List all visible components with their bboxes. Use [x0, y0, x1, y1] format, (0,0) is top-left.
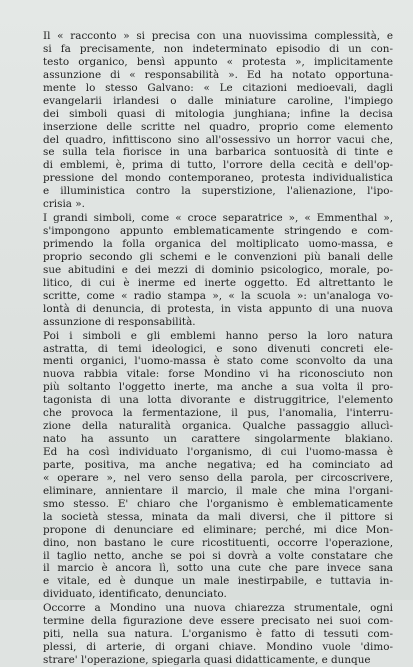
- text-line: dei simboli quasi di mitologia junghiana; infine la decisa: [43, 107, 393, 120]
- text-line: la società stessa, minata da mali diversi, che il pittore si: [43, 510, 393, 523]
- text-line: menti organici, l'uomo-massa è stato come sconvolto da una: [43, 355, 393, 368]
- text-line: astratta, di temi ideologici, e sono divenuti concreti ele-: [43, 342, 393, 355]
- text-line: tagonista di una lotta divorante e distruggitrice, l'elemento: [43, 394, 393, 407]
- text-line: assunzione di « responsabilità ». Ed ha notato opportuna-: [43, 68, 393, 81]
- paragraph: [43, 212, 393, 328]
- text-line: più soltanto l'oggetto inerte, ma anche a sua volta il pro-: [43, 381, 393, 394]
- text-line: si fa precisamente, non indeterminato episodio di un con-: [43, 42, 393, 55]
- text-line: scritte, come « radio stampa », « la scuola »: un'analoga vo-: [43, 289, 393, 302]
- text-line: mente lo stesso Galvano: « Le citazioni medioevali, dagli: [43, 81, 393, 94]
- text-line: lontà di denuncia, di protesta, in vista appunto di una nuova: [43, 302, 393, 315]
- text-line: testo organico, bensì appunto « protesta », implicitamente: [43, 55, 393, 68]
- paragraph: [43, 330, 393, 602]
- text-line: inserzione delle scritte nel quadro, proprio come elemento: [43, 120, 393, 133]
- text-line: il marcio è ancora lì, sotto una cute che pare invece sana: [43, 562, 393, 575]
- text-line: pressione del mondo contemporaneo, protesta individualistica: [43, 172, 393, 185]
- text-line: I grandi simboli, come « croce separatrice », « Emmenthal »,: [43, 212, 393, 225]
- text-line: termine della figurazione deve essere precisato nei suoi com-: [43, 615, 393, 628]
- body-text: [43, 30, 393, 667]
- text-line: nato ha assunto un carattere singolarmente blakiano.: [43, 433, 393, 446]
- text-line: evangelarii irlandesi o dalle miniature caroline, l'impiego: [43, 94, 393, 107]
- text-line: parte, positiva, ma anche negativa; ed ha cominciato ad: [43, 458, 393, 471]
- text-line: s'impongono appunto emblematicamente stringendo e com-: [43, 225, 393, 238]
- text-line: plessi, di arterie, di organi chiave. Mondino vuole 'dimo-: [43, 641, 393, 654]
- text-line: « operare », nel vero senso della parola, per circoscrivere,: [43, 471, 393, 484]
- text-line: Il « racconto » si precisa con una nuovissima complessità, e: [43, 30, 393, 42]
- text-line: del quadro, infittiscono sino all'ossessivo un horror vacui che,: [43, 133, 393, 146]
- text-line: litico, di cui è inerme ed inerte oggetto. Ed altrettanto le: [43, 276, 393, 289]
- text-line: dividuato, identificato, denunciato.: [43, 588, 227, 601]
- text-line: e vitale, ed è dunque un male inestirpabile, e tuttavia in-: [43, 575, 393, 588]
- text-line: se sulla tela fiorisce in una barbarica sontuosità di tinte e: [43, 146, 393, 159]
- text-line: Occorre a Mondino una nuova chiarezza strumentale, ogni: [43, 602, 393, 615]
- text-line: il taglio netto, anche se poi si dovrà a volte constatare che: [43, 549, 393, 562]
- text-line: piti, nella sua natura. L'organismo è fatto di tessuti com-: [43, 628, 393, 641]
- text-line: sue abitudini e dei mezzi di dominio psicologico, morale, po-: [43, 263, 393, 276]
- text-line: smo stesso. E' chiaro che l'organismo è emblematicamente: [43, 497, 393, 510]
- text-line: Ed ha così individuato l'organismo, di cui l'uomo-massa è: [43, 446, 393, 458]
- text-line: dino, non bastano le cure ricostituenti, occorre l'operazione,: [43, 536, 393, 549]
- text-line: Poi i simboli e gli emblemi hanno perso la loro natura: [43, 329, 393, 342]
- text-line: assunzione di responsabilità.: [43, 315, 196, 328]
- text-line: che provoca la fermentazione, il pus, l'anomalia, l'interru-: [43, 407, 393, 420]
- text-line: nuova rabbia vitale: forse Mondino vi ha riconosciuto non: [43, 368, 393, 381]
- text-line: e illuministica contro la superstizione, l'alienazione, l'ipo-: [43, 185, 393, 198]
- text-line: di emblemi, è, prima di tutto, l'orrore della cecità e dell'op-: [43, 159, 393, 172]
- text-line: crisia ».: [43, 198, 85, 211]
- text-line: proprio secondo gli schemi e le convenzioni più banali delle: [43, 250, 393, 263]
- paragraph: [43, 602, 393, 667]
- text-line: zione della naturalità organica. Qualche passaggio allucì-: [43, 420, 393, 433]
- paragraph: [43, 30, 393, 211]
- text-line: eliminare, annientare il marcio, il male che mina l'organi-: [43, 484, 393, 497]
- text-line: primendo la folla organica del moltiplicato uomo-massa, e: [43, 238, 393, 250]
- text-line: propone di denunciare ed eliminare; perché, mi dice Mon-: [43, 523, 393, 536]
- text-line: strare' l'operazione, spiegarla quasi didatticamente, e dunque: [43, 654, 371, 666]
